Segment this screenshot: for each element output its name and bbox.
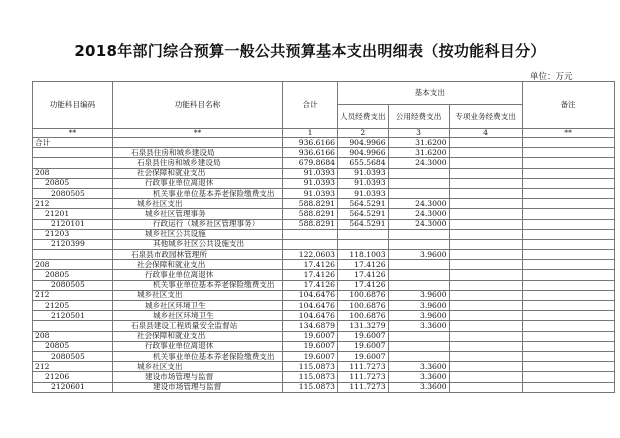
row-personnel: 655.5684 <box>338 158 389 168</box>
row-special <box>449 188 522 198</box>
table-row <box>33 199 615 209</box>
row-personnel: 17.4126 <box>338 280 389 290</box>
row-personnel: 118.1003 <box>338 250 389 260</box>
row-special <box>449 148 522 158</box>
row-personnel: 100.6876 <box>338 301 389 311</box>
header-basic: 基本支出 <box>338 82 523 105</box>
row-public: 3.3600 <box>388 372 449 382</box>
header-special: 专项业务经费支出 <box>449 105 522 129</box>
row-name: 行政事业单位离退休 <box>113 341 283 351</box>
header-remark: 备注 <box>522 82 614 129</box>
row-total: 115.0873 <box>283 362 338 372</box>
header-public: 公用经费支出 <box>388 105 449 129</box>
index-cell: 4 <box>449 129 522 138</box>
row-total: 134.6879 <box>283 321 338 331</box>
row-personnel: 100.6876 <box>338 311 389 321</box>
row-code: 2080505 <box>33 351 113 361</box>
row-code <box>33 158 113 168</box>
header-personnel: 人员经费支出 <box>338 105 389 129</box>
row-special <box>449 250 522 260</box>
row-personnel: 564.5291 <box>338 209 389 219</box>
row-special <box>449 372 522 382</box>
row-total: 104.6476 <box>283 290 338 300</box>
row-total <box>283 229 338 239</box>
row-personnel <box>338 229 389 239</box>
row-code: 2120399 <box>33 239 113 249</box>
row-public: 31.6200 <box>388 148 449 158</box>
row-remark <box>522 138 614 148</box>
row-public <box>388 341 449 351</box>
table-row <box>33 321 615 331</box>
row-personnel: 904.9966 <box>338 138 389 148</box>
row-name: 城乡社区环境卫生 <box>113 301 283 311</box>
row-special <box>449 209 522 219</box>
row-special <box>449 280 522 290</box>
row-code: 212 <box>33 290 113 300</box>
row-public: 3.3600 <box>388 321 449 331</box>
row-name: 城乡社区环境卫生 <box>113 311 283 321</box>
header-name: 功能科目名称 <box>113 82 283 129</box>
table-row <box>33 219 615 229</box>
row-special <box>449 158 522 168</box>
index-cell: ** <box>33 129 113 138</box>
row-remark <box>522 188 614 198</box>
row-personnel: 111.7273 <box>338 372 389 382</box>
row-code <box>33 250 113 260</box>
index-cell: ** <box>522 129 614 138</box>
row-remark <box>522 199 614 209</box>
table-row <box>33 362 615 372</box>
row-public: 31.6200 <box>388 138 449 148</box>
row-total: 19.6007 <box>283 341 338 351</box>
row-name: 城乡社区支出 <box>113 290 283 300</box>
table-row <box>33 351 615 361</box>
table-row <box>33 168 615 178</box>
row-remark <box>522 301 614 311</box>
index-cell: 3 <box>388 129 449 138</box>
row-special <box>449 260 522 270</box>
row-personnel: 904.9966 <box>338 148 389 158</box>
index-cell: 2 <box>338 129 389 138</box>
row-code: 2080505 <box>33 280 113 290</box>
row-code: 2080505 <box>33 188 113 198</box>
table-row <box>33 280 615 290</box>
row-code: 208 <box>33 168 113 178</box>
table-row <box>33 138 615 148</box>
row-name: 机关事业单位基本养老保险缴费支出 <box>113 188 283 198</box>
row-special <box>449 362 522 372</box>
row-remark <box>522 250 614 260</box>
row-special <box>449 331 522 341</box>
row-personnel: 131.3279 <box>338 321 389 331</box>
row-special <box>449 341 522 351</box>
row-remark <box>522 382 614 392</box>
row-public: 24.3000 <box>388 219 449 229</box>
table-row <box>33 148 615 158</box>
row-remark <box>522 219 614 229</box>
table-row <box>33 382 615 392</box>
row-personnel <box>338 239 389 249</box>
row-name: 建设市场管理与监督 <box>113 382 283 392</box>
row-code <box>33 321 113 331</box>
row-remark <box>522 280 614 290</box>
row-name: 城乡社区支出 <box>113 199 283 209</box>
row-code: 20805 <box>33 341 113 351</box>
row-special <box>449 382 522 392</box>
row-name: 石泉县建设工程质量安全监督站 <box>113 321 283 331</box>
row-public: 24.3000 <box>388 158 449 168</box>
row-public: 3.9600 <box>388 290 449 300</box>
row-code: 208 <box>33 260 113 270</box>
table-body <box>33 138 615 393</box>
row-public: 3.9600 <box>388 301 449 311</box>
row-total <box>283 239 338 249</box>
row-total: 91.0393 <box>283 188 338 198</box>
row-total: 115.0873 <box>283 382 338 392</box>
table-row <box>33 301 615 311</box>
table-row <box>33 229 615 239</box>
row-personnel: 17.4126 <box>338 270 389 280</box>
row-remark <box>522 311 614 321</box>
row-name: 机关事业单位基本养老保险缴费支出 <box>113 280 283 290</box>
table-row <box>33 178 615 188</box>
row-name: 行政运行（城乡社区管理事务） <box>113 219 283 229</box>
row-total: 936.6166 <box>283 138 338 148</box>
row-total: 104.6476 <box>283 311 338 321</box>
row-remark <box>522 260 614 270</box>
row-personnel: 19.6007 <box>338 341 389 351</box>
row-public <box>388 239 449 249</box>
row-name: 社会保障和就业支出 <box>113 331 283 341</box>
row-personnel: 111.7273 <box>338 362 389 372</box>
row-personnel: 19.6007 <box>338 351 389 361</box>
row-total: 588.8291 <box>283 219 338 229</box>
row-public: 3.3600 <box>388 382 449 392</box>
row-total: 588.8291 <box>283 199 338 209</box>
row-code: 208 <box>33 331 113 341</box>
row-personnel: 19.6007 <box>338 331 389 341</box>
row-total: 17.4126 <box>283 260 338 270</box>
row-public: 3.9600 <box>388 311 449 321</box>
row-remark <box>522 148 614 158</box>
row-personnel: 111.7273 <box>338 382 389 392</box>
row-public: 24.3000 <box>388 209 449 219</box>
row-special <box>449 239 522 249</box>
unit-label: 单位：万元 <box>530 72 573 82</box>
table-row <box>33 341 615 351</box>
table-row <box>33 250 615 260</box>
row-code: 合计 <box>33 138 113 148</box>
header-total: 合计 <box>283 82 338 129</box>
row-code: 21206 <box>33 372 113 382</box>
budget-table <box>32 81 615 393</box>
row-code: 21205 <box>33 301 113 311</box>
row-public <box>388 178 449 188</box>
row-name: 社会保障和就业支出 <box>113 260 283 270</box>
row-name: 石泉县住房和城乡建设局 <box>113 158 283 168</box>
row-remark <box>522 229 614 239</box>
header-code: 功能科目编码 <box>33 82 113 129</box>
document-title: 2018年部门综合预算一般公共预算基本支出明细表（按功能科目分） <box>74 42 546 60</box>
row-total: 115.0873 <box>283 372 338 382</box>
table-row <box>33 372 615 382</box>
row-remark <box>522 321 614 331</box>
row-name: 机关事业单位基本养老保险缴费支出 <box>113 351 283 361</box>
row-public <box>388 351 449 361</box>
row-special <box>449 311 522 321</box>
row-personnel: 564.5291 <box>338 199 389 209</box>
row-personnel: 91.0393 <box>338 178 389 188</box>
row-special <box>449 178 522 188</box>
row-special <box>449 199 522 209</box>
row-public <box>388 270 449 280</box>
row-public: 24.3000 <box>388 199 449 209</box>
row-name: 城乡社区管理事务 <box>113 209 283 219</box>
row-public <box>388 188 449 198</box>
table-row <box>33 290 615 300</box>
row-remark <box>522 178 614 188</box>
table-row <box>33 270 615 280</box>
row-name: 城乡社区公共设施 <box>113 229 283 239</box>
row-code: 2120501 <box>33 311 113 321</box>
row-code: 20805 <box>33 178 113 188</box>
table-row <box>33 239 615 249</box>
row-remark <box>522 331 614 341</box>
row-remark <box>522 372 614 382</box>
row-public <box>388 229 449 239</box>
row-public: 3.3600 <box>388 362 449 372</box>
row-special <box>449 270 522 280</box>
row-personnel: 91.0393 <box>338 188 389 198</box>
row-public <box>388 260 449 270</box>
row-public: 3.9600 <box>388 250 449 260</box>
row-code: 212 <box>33 362 113 372</box>
row-special <box>449 321 522 331</box>
row-code: 21201 <box>33 209 113 219</box>
row-code: 212 <box>33 199 113 209</box>
row-total: 19.6007 <box>283 351 338 361</box>
index-cell: ** <box>113 129 283 138</box>
table-row <box>33 209 615 219</box>
row-special <box>449 351 522 361</box>
row-code <box>33 148 113 158</box>
row-special <box>449 219 522 229</box>
row-remark <box>522 168 614 178</box>
row-total: 588.8291 <box>283 209 338 219</box>
row-total: 91.0393 <box>283 168 338 178</box>
index-cell: 1 <box>283 129 338 138</box>
row-personnel: 17.4126 <box>338 260 389 270</box>
table-row <box>33 311 615 321</box>
row-code: 2120101 <box>33 219 113 229</box>
row-remark <box>522 158 614 168</box>
row-code: 20805 <box>33 270 113 280</box>
row-name: 其他城乡社区公共设施支出 <box>113 239 283 249</box>
row-name: 行政事业单位离退休 <box>113 270 283 280</box>
row-total: 936.6166 <box>283 148 338 158</box>
row-remark <box>522 270 614 280</box>
row-total: 104.6476 <box>283 301 338 311</box>
row-name: 社会保障和就业支出 <box>113 168 283 178</box>
table-row <box>33 188 615 198</box>
row-remark <box>522 290 614 300</box>
row-remark <box>522 209 614 219</box>
row-total: 122.0603 <box>283 250 338 260</box>
row-special <box>449 301 522 311</box>
row-total: 679.8684 <box>283 158 338 168</box>
table-row <box>33 158 615 168</box>
table-row <box>33 260 615 270</box>
row-total: 17.4126 <box>283 280 338 290</box>
row-remark <box>522 351 614 361</box>
row-name: 建设市场管理与监督 <box>113 372 283 382</box>
row-special <box>449 229 522 239</box>
row-name: 石泉县住房和城乡建设局 <box>113 148 283 158</box>
row-remark <box>522 341 614 351</box>
row-personnel: 91.0393 <box>338 168 389 178</box>
row-code: 2120601 <box>33 382 113 392</box>
row-total: 91.0393 <box>283 178 338 188</box>
row-total: 19.6007 <box>283 331 338 341</box>
row-name: 石泉县市政园林管理所 <box>113 250 283 260</box>
row-remark <box>522 239 614 249</box>
row-code: 21203 <box>33 229 113 239</box>
row-public <box>388 331 449 341</box>
row-name <box>113 138 283 148</box>
row-total: 17.4126 <box>283 270 338 280</box>
row-name: 行政事业单位离退休 <box>113 178 283 188</box>
row-special <box>449 290 522 300</box>
row-public <box>388 168 449 178</box>
row-special <box>449 168 522 178</box>
row-special <box>449 138 522 148</box>
row-personnel: 100.6876 <box>338 290 389 300</box>
table-row <box>33 331 615 341</box>
row-name: 城乡社区支出 <box>113 362 283 372</box>
row-remark <box>522 362 614 372</box>
row-personnel: 564.5291 <box>338 219 389 229</box>
row-public <box>388 280 449 290</box>
